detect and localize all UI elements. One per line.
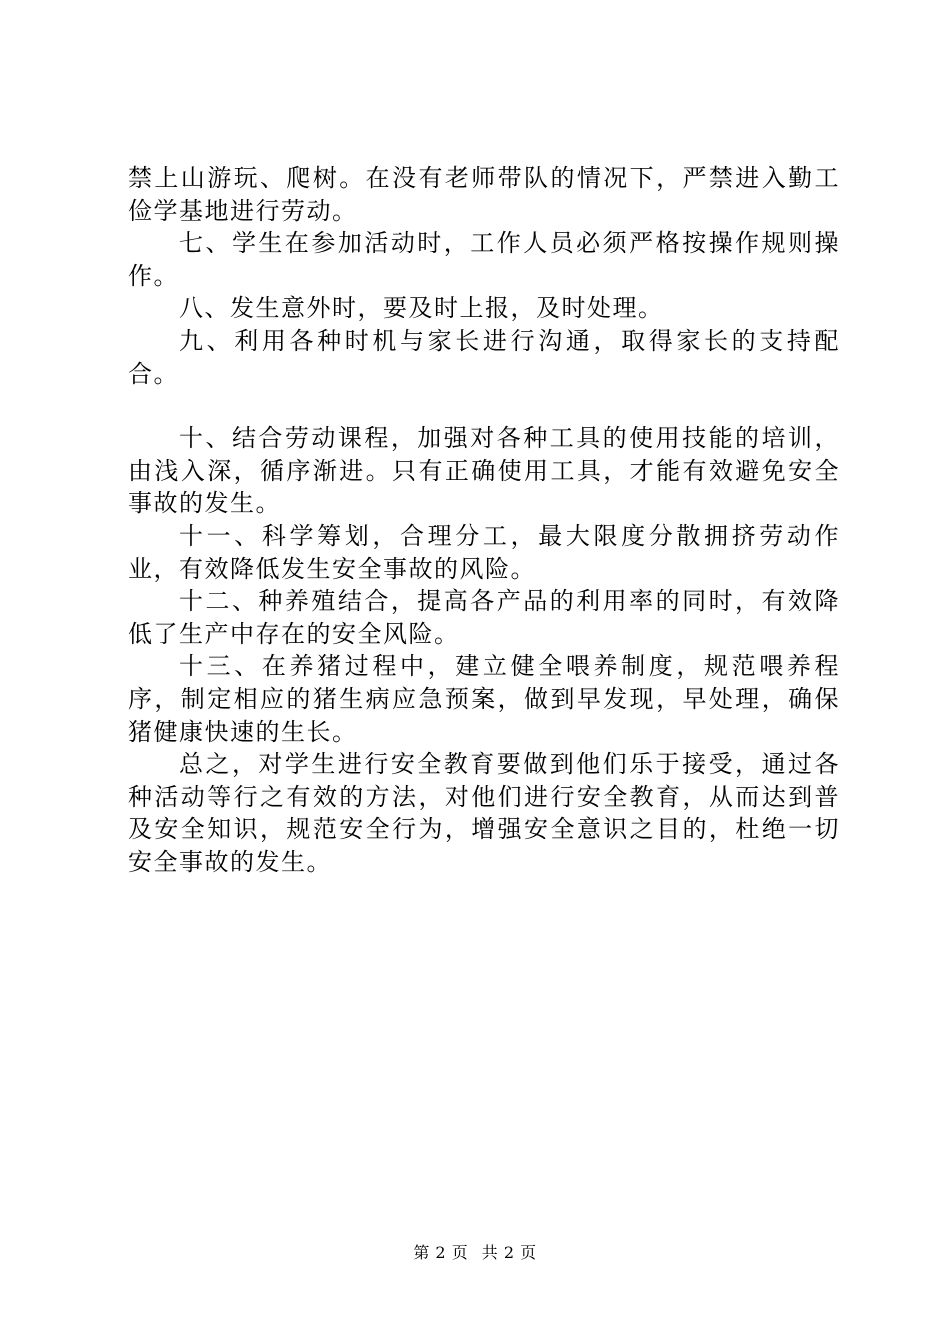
paragraph-item-10: 十、结合劳动课程，加强对各种工具的使用技能的培训，由浅入深，循序渐进。只有正确使用工具，才能有效避免安全事故的发生。: [128, 424, 840, 518]
paragraph-item-11: 十一、科学筹划，合理分工，最大限度分散拥挤劳动作业，有效降低发生安全事故的风险。: [128, 521, 840, 583]
paragraph-item-13: 十三、在养猪过程中，建立健全喂养制度，规范喂养程序，制定相应的猪生病应急预案，做到早发现，早处理，确保猪健康快速的生长。: [128, 652, 840, 746]
page-total: 共 2 页: [481, 1243, 537, 1262]
paragraph-continuation: 禁上山游玩、爬树。在没有老师带队的情况下，严禁进入勤工俭学基地进行劳动。: [128, 164, 840, 225]
paragraph-item-12: 十二、种养殖结合，提高各产品的利用率的同时，有效降低了生产中存在的安全风险。: [128, 587, 840, 648]
page-number: 第 2 页: [413, 1243, 469, 1262]
paragraph-item-7: 七、学生在参加活动时，工作人员必须严格按操作规则操作。: [128, 229, 840, 290]
paragraph-conclusion: 总之，对学生进行安全教育要做到他们乐于接受，通过各种活动等行之有效的方法，对他们进行安全教育，从而达到普及安全知识，规范安全行为，增强安全意识之目的，杜绝一切安全事故的发生。: [128, 750, 840, 876]
paragraph-item-9: 九、利用各种时机与家长进行沟通，取得家长的支持配合。: [128, 326, 840, 388]
paragraph-item-8: 八、发生意外时，要及时上报，及时处理。: [179, 294, 664, 323]
page-footer: [0, 1243, 950, 1263]
document-body: [128, 162, 840, 878]
